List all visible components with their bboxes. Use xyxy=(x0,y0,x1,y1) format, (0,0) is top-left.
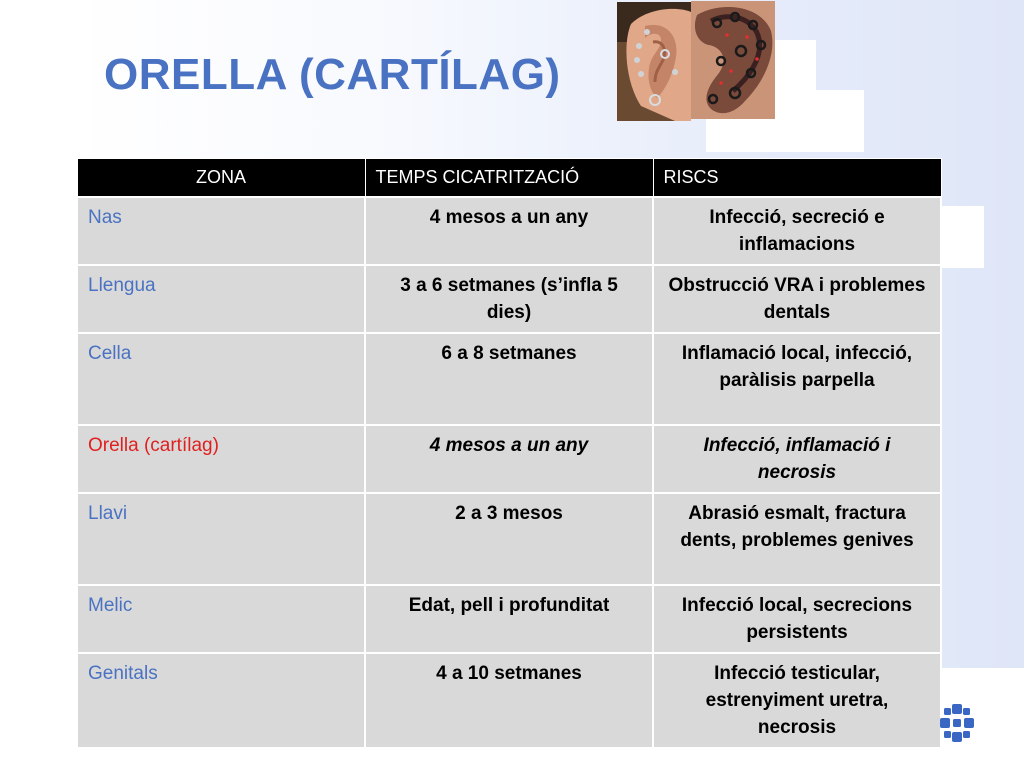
riscs-cell: Infecció, secreció e inflamacions xyxy=(653,197,941,265)
header-temps-cicatritzacio: TEMPS CICATRITZACIÓ xyxy=(365,159,653,198)
riscs-cell: Infecció local, secrecions persistents xyxy=(653,585,941,653)
temps-cell: Edat, pell i profunditat xyxy=(365,585,653,653)
table-row xyxy=(77,265,941,333)
table-header-row xyxy=(77,159,941,198)
zona-cell: Nas xyxy=(77,197,365,265)
table-row xyxy=(77,333,941,425)
header-riscs: RISCS xyxy=(653,159,941,198)
temps-cell: 4 a 10 setmanes xyxy=(365,653,653,748)
background-panel xyxy=(816,90,864,152)
table-row xyxy=(77,585,941,653)
riscs-cell: Infecció testicular, estrenyiment uretra, necrosis xyxy=(653,653,941,748)
temps-cell: 3 a 6 setmanes (s’infla 5 dies) xyxy=(365,265,653,333)
riscs-cell: Infecció, inflamació i necrosis xyxy=(653,425,941,493)
background-panel xyxy=(940,206,984,268)
zona-cell: Orella (cartílag) xyxy=(77,425,365,493)
table-row xyxy=(77,493,941,585)
riscs-cell: Obstrucció VRA i problemes dentals xyxy=(653,265,941,333)
ear-piercings-photo xyxy=(617,2,691,121)
ear-piercing-map-photo xyxy=(691,1,775,119)
zona-cell: Genitals xyxy=(77,653,365,748)
slide-title: ORELLA (CARTÍLAG) xyxy=(104,50,561,99)
temps-cell: 4 mesos a un any xyxy=(365,197,653,265)
riscs-cell: Abrasió esmalt, fractura dents, problemes genives xyxy=(653,493,941,585)
blue-cross-logo-icon xyxy=(938,702,976,749)
zona-cell: Melic xyxy=(77,585,365,653)
zona-cell: Llengua xyxy=(77,265,365,333)
healing-risks-table xyxy=(76,158,942,749)
table-row xyxy=(77,653,941,748)
zona-cell: Cella xyxy=(77,333,365,425)
zona-cell: Llavi xyxy=(77,493,365,585)
temps-cell: 4 mesos a un any xyxy=(365,425,653,493)
header-zona: ZONA xyxy=(77,159,365,198)
riscs-cell: Inflamació local, infecció, paràlisis parpella xyxy=(653,333,941,425)
table-row-highlighted xyxy=(77,425,941,493)
table-row xyxy=(77,197,941,265)
temps-cell: 2 a 3 mesos xyxy=(365,493,653,585)
temps-cell: 6 a 8 setmanes xyxy=(365,333,653,425)
